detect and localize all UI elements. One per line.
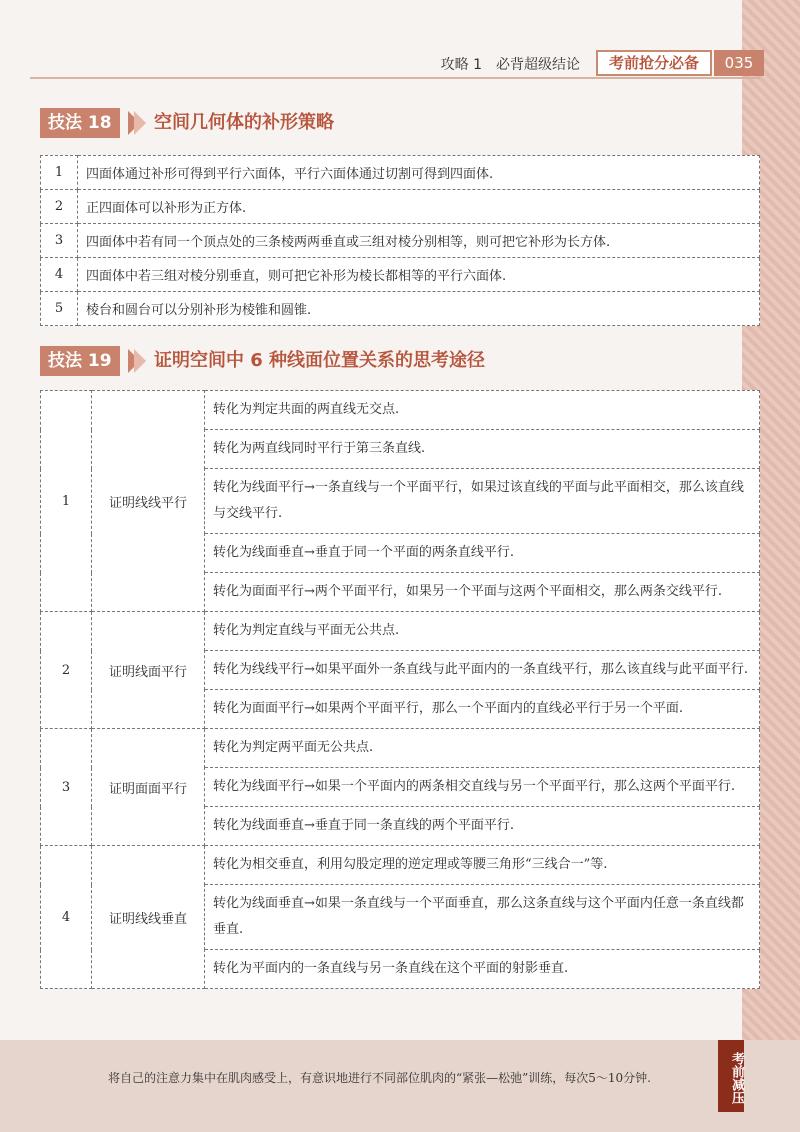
- method-text: 转化为线面垂直→垂直于同一个平面的两条直线平行.: [205, 534, 760, 573]
- row-number: 1: [41, 156, 78, 190]
- side-tab: 考前减压: [718, 1040, 744, 1112]
- table-row: [41, 612, 760, 651]
- row-text: 四面体通过补形可得到平行六面体，平行六面体通过切割可得到四面体.: [78, 156, 760, 190]
- method-text: 转化为线面垂直→如果一条直线与一个平面垂直，那么这条直线与这个平面内任意一条直线都垂直.: [205, 885, 760, 950]
- section-18-title: 空间几何体的补形策略: [154, 112, 334, 133]
- group-number: 2: [41, 612, 92, 729]
- table-row: [41, 391, 760, 430]
- table-row: [41, 224, 760, 258]
- table-row: [41, 729, 760, 768]
- chapter-title: 攻略 1 必背超级结论: [440, 57, 580, 73]
- chevron-icon: [134, 111, 146, 135]
- section-18-table: [40, 155, 760, 326]
- row-number: 4: [41, 258, 78, 292]
- method-text: 转化为平面内的一条直线与另一条直线在这个平面的射影垂直.: [205, 950, 760, 989]
- header-tag: 考前抢分必备: [596, 50, 712, 76]
- chevron-icon: [134, 349, 146, 373]
- method-text: 转化为线线平行→如果平面外一条直线与此平面内的一条直线平行，那么该直线与此平面平行.: [205, 651, 760, 690]
- section-19-table: [40, 390, 760, 989]
- section-19-heading: [40, 346, 640, 376]
- section-19-title: 证明空间中 6 种线面位置关系的思考途径: [154, 350, 486, 371]
- row-text: 正四面体可以补形为正方体.: [78, 190, 760, 224]
- group-category: 证明线线平行: [92, 391, 205, 612]
- header-divider: [30, 77, 760, 79]
- method-text: 转化为判定两平面无公共点.: [205, 729, 760, 768]
- table-row: [41, 190, 760, 224]
- method-text: 转化为线面平行→如果一个平面内的两条相交直线与另一个平面平行，那么这两个平面平行.: [205, 768, 760, 807]
- method-text: 转化为面面平行→如果两个平面平行，那么一个平面内的直线必平行于另一个平面.: [205, 690, 760, 729]
- row-number: 2: [41, 190, 78, 224]
- group-category: 证明线面平行: [92, 612, 205, 729]
- section-18-heading: [40, 108, 540, 138]
- footer-tip: 将自己的注意力集中在肌肉感受上，有意识地进行不同部位肌肉的“紧张—松弛”训练，每次5～10分钟.: [108, 1071, 651, 1085]
- group-number: 1: [41, 391, 92, 612]
- method-text: 转化为线面平行→一条直线与一个平面平行，如果过该直线的平面与此平面相交，那么该直线与交线平行.: [205, 469, 760, 534]
- row-text: 棱台和圆台可以分别补形为棱锥和圆锥.: [78, 292, 760, 326]
- method-text: 转化为两直线同时平行于第三条直线.: [205, 430, 760, 469]
- row-text: 四面体中若三组对棱分别垂直，则可把它补形为棱长都相等的平行六面体.: [78, 258, 760, 292]
- page-number: 035: [714, 50, 764, 76]
- row-text: 四面体中若有同一个顶点处的三条棱两两垂直或三组对棱分别相等，则可把它补形为长方体.: [78, 224, 760, 258]
- row-number: 3: [41, 224, 78, 258]
- group-number: 4: [41, 846, 92, 989]
- group-number: 3: [41, 729, 92, 846]
- method-text: 转化为面面平行→两个平面平行，如果另一个平面与这两个平面相交，那么两条交线平行.: [205, 573, 760, 612]
- page-header: [0, 50, 760, 78]
- row-number: 5: [41, 292, 78, 326]
- table-row: [41, 258, 760, 292]
- section-19-badge: 技法 19: [40, 346, 120, 376]
- section-18-badge: 技法 18: [40, 108, 120, 138]
- method-text: 转化为线面垂直→垂直于同一条直线的两个平面平行.: [205, 807, 760, 846]
- table-row: [41, 292, 760, 326]
- method-text: 转化为判定直线与平面无公共点.: [205, 612, 760, 651]
- table-row: [41, 156, 760, 190]
- group-category: 证明面面平行: [92, 729, 205, 846]
- method-text: 转化为相交垂直，利用勾股定理的逆定理或等腰三角形“三线合一”等.: [205, 846, 760, 885]
- group-category: 证明线线垂直: [92, 846, 205, 989]
- method-text: 转化为判定共面的两直线无交点.: [205, 391, 760, 430]
- table-row: [41, 846, 760, 885]
